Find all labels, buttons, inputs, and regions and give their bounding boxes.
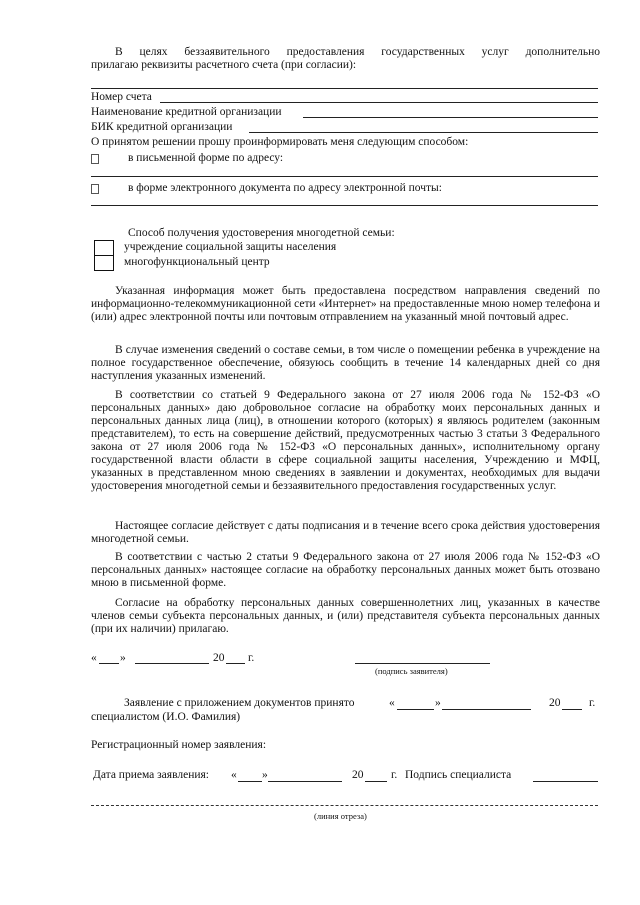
sign-day-field[interactable] <box>99 663 119 664</box>
social-protection-checkbox[interactable] <box>94 240 114 256</box>
accept-year-suffix: г. <box>589 697 596 709</box>
mfc-checkbox[interactable] <box>94 255 114 271</box>
cut-line-caption: (линия отреза) <box>314 811 367 821</box>
social-protection-label: учреждение социальной защиты населения <box>124 241 337 253</box>
receipt-day-field[interactable] <box>238 781 262 782</box>
applicant-signature-field[interactable] <box>355 663 490 664</box>
sign-month-field[interactable] <box>135 663 209 664</box>
accept-day-field[interactable] <box>397 709 434 710</box>
account-number-label: Номер счета <box>91 91 152 103</box>
bik-field[interactable] <box>249 132 598 133</box>
email-address-field[interactable] <box>91 205 598 206</box>
certificate-heading: Способ получения удостоверения многодетной семьи: <box>128 227 395 239</box>
notify-prompt: О принятом решении прошу проинформировать меня следующим способом: <box>91 136 469 148</box>
sign-year-prefix: 20 <box>213 652 225 664</box>
email-option-label: в форме электронного документа по адресу электронной почты: <box>128 182 442 194</box>
acceptance-label: Заявление с приложением документов принято <box>124 697 355 709</box>
specialist-name-label: специалистом (И.О. Фамилия) <box>91 711 241 723</box>
consent-revocation-paragraph: В соответствии с частью 2 статьи 9 Федерального закона от 27 июля 2006 года № 152-ФЗ «О персональных данных» настоящее согласие на обработку персональных данных может быть отозвано мною в письменной форме. <box>91 551 600 589</box>
personal-data-consent-paragraph: В соответствии со статьей 9 Федерального закона от 27 июля 2006 года № 152-ФЗ «О персональных данных» даю добровольное согласие на обработку моих персональных данных и персональных данных лица (лиц), в отношении которого (которых) я являюсь родителем (законным представителем), то есть на совершение действий, предусмотренных частью 3 статьи 3 Федерального закона от 27 июля 2006 года № 152-ФЗ «О персональных данных», исполнительному органу государственной власти области в сфере социальной защиты населения, Учреждению и МФЦ, указанных в представленном мною сведениях в заявлении и документах, необходимых для выдачи удостоверения многодетной семьи и беззаявительного предоставления государственных услуг. <box>91 389 600 492</box>
specialist-signature-label: Подпись специалиста <box>405 769 512 781</box>
registration-number-label: Регистрационный номер заявления: <box>91 739 267 751</box>
family-changes-paragraph: В случае изменения сведений о составе семьи, в том числе о помещении ребенка в учреждение на полное государственное обеспечение, обязуюсь сообщить в течение 14 календарных дней со дня наступления указанных изменений. <box>91 344 600 382</box>
postal-address-field[interactable] <box>91 176 598 177</box>
account-details-line[interactable] <box>91 88 598 89</box>
receipt-quote-open: « <box>231 769 237 781</box>
bank-name-label: Наименование кредитной организации <box>91 106 282 118</box>
sign-year-field[interactable] <box>226 663 245 664</box>
sign-year-suffix: г. <box>248 652 255 664</box>
specialist-signature-field[interactable] <box>533 781 598 782</box>
receipt-year-prefix: 20 <box>352 769 364 781</box>
accept-quote-open: « <box>389 697 395 709</box>
consent-validity-paragraph: Настоящее согласие действует с даты подписания и в течение всего срока действия удостоверения многодетной семьи. <box>91 520 600 545</box>
adult-consent-paragraph: Согласие на обработку персональных данных совершеннолетних лиц, указанных в качестве членов семьи субъекта персональных данных, и (или) представителя субъекта персональных данных (при их наличии) прилагаю. <box>91 597 600 635</box>
paper-checkbox[interactable] <box>91 154 99 164</box>
mfc-label: многофункциональный центр <box>124 256 270 268</box>
receipt-date-label: Дата приема заявления: <box>93 769 209 781</box>
intro-line-1: В целях беззаявительного предоставления государственных услуг дополнительно <box>115 46 600 58</box>
cut-line <box>91 805 598 806</box>
bank-name-field[interactable] <box>303 117 598 118</box>
accept-quote-close: » <box>435 697 441 709</box>
accept-month-field[interactable] <box>442 709 531 710</box>
intro-line-2: прилагаю реквизиты расчетного счета (при согласии): <box>91 59 357 71</box>
email-checkbox[interactable] <box>91 184 99 194</box>
receipt-year-field[interactable] <box>365 781 387 782</box>
receipt-quote-close: » <box>262 769 268 781</box>
accept-year-prefix: 20 <box>549 697 561 709</box>
bik-label: БИК кредитной организации <box>91 121 233 133</box>
applicant-signature-caption: (подпись заявителя) <box>375 666 448 676</box>
receipt-month-field[interactable] <box>268 781 342 782</box>
accept-year-field[interactable] <box>562 709 582 710</box>
info-delivery-paragraph: Указанная информация может быть предоставлена посредством направления сведений по информационно-телекоммуникационной сети «Интернет» на предоставленные мною номер телефона и (или) адрес электронной почты или почтовым отправлением на указанный мной почтовый адрес. <box>91 285 600 323</box>
receipt-year-suffix: г. <box>391 769 398 781</box>
paper-option-label: в письменной форме по адресу: <box>128 152 284 164</box>
sign-quote-close: » <box>120 652 126 664</box>
account-number-field[interactable] <box>160 102 598 103</box>
sign-quote-open: « <box>91 652 97 664</box>
